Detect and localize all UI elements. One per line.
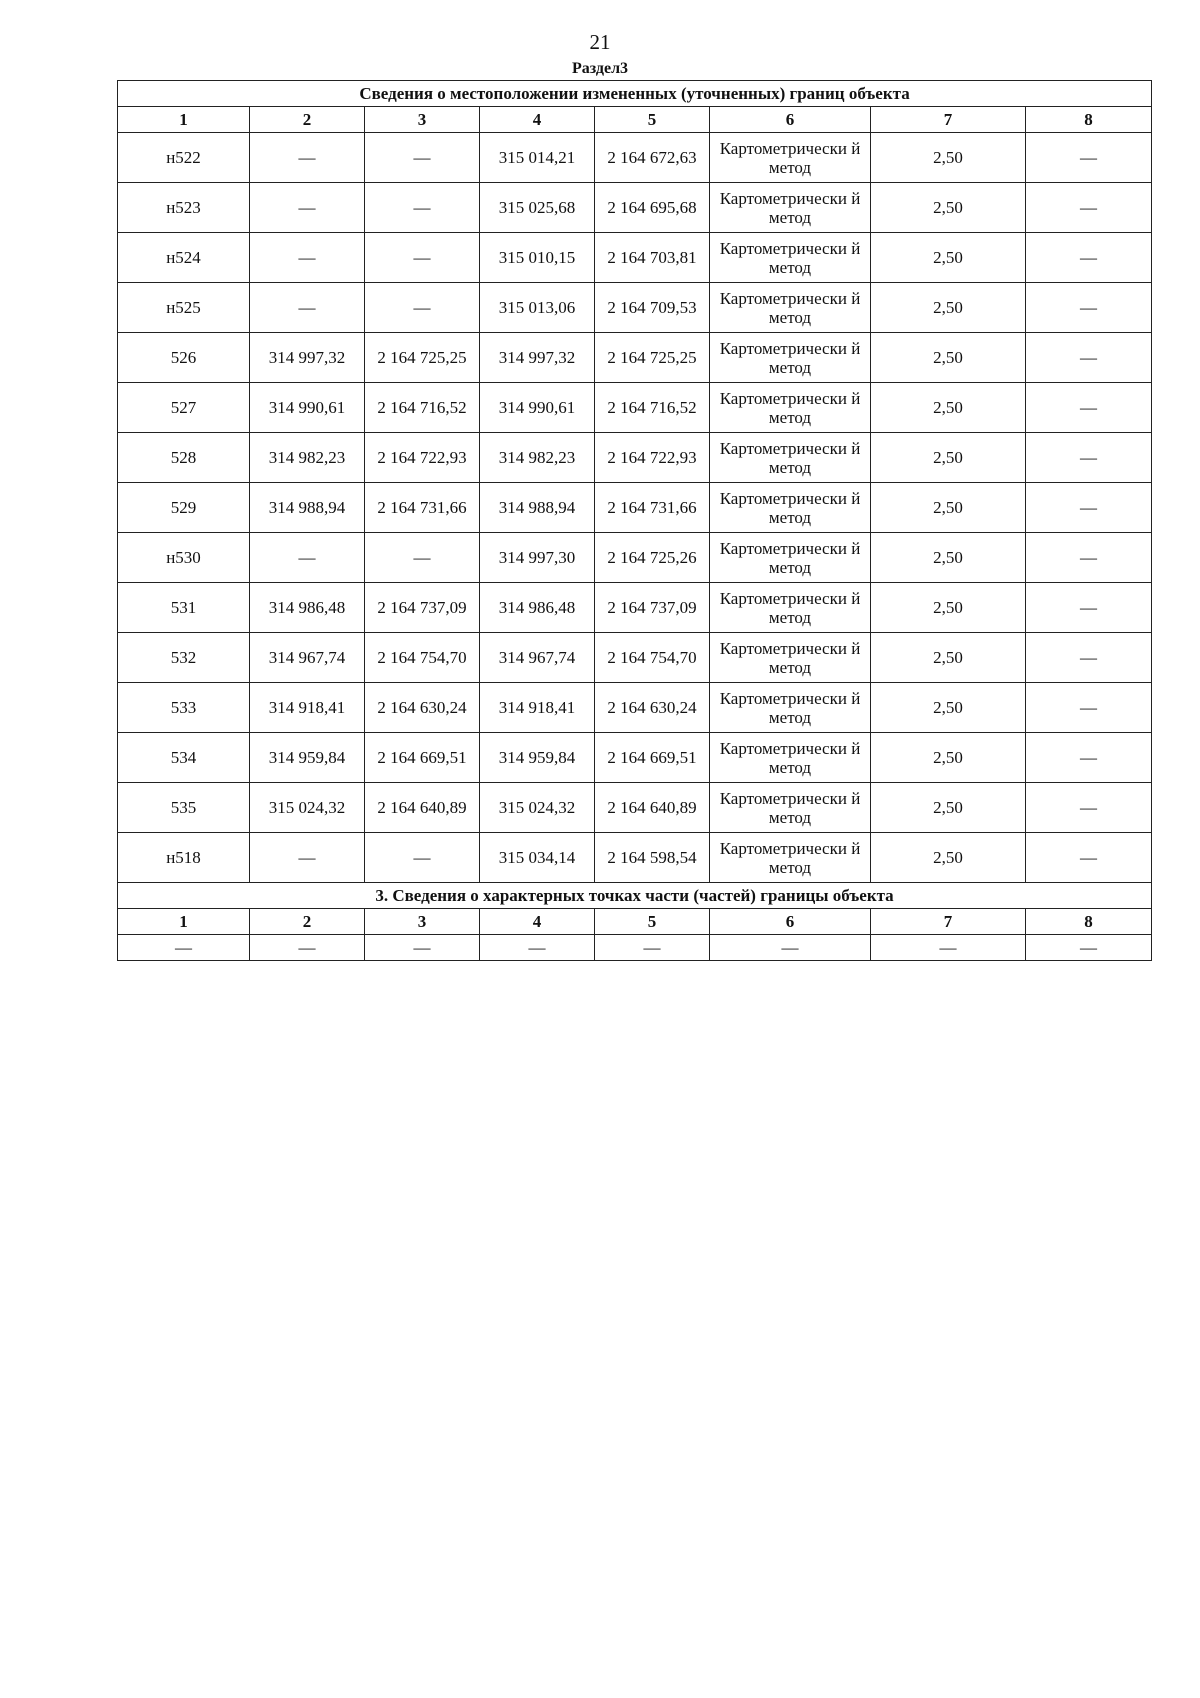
y-old-cell: — [365,533,480,583]
accuracy-cell: 2,50 [871,333,1026,383]
method-cell: Картометрически й метод [710,783,871,833]
column-number-cell: 5 [595,909,710,935]
description-cell: — [1026,583,1152,633]
y-new-cell: 2 164 716,52 [595,383,710,433]
empty-dash-cell: — [118,935,250,961]
column-number-cell: 8 [1026,909,1152,935]
x-old-cell: 314 986,48 [250,583,365,633]
method-cell: Картометрически й метод [710,133,871,183]
y-new-cell: 2 164 695,68 [595,183,710,233]
point-id-cell: н525 [118,283,250,333]
y-old-cell: 2 164 725,25 [365,333,480,383]
parts-empty-row [118,935,1152,961]
y-old-cell: — [365,133,480,183]
method-cell: Картометрически й метод [710,833,871,883]
table-row [118,483,1152,533]
table-row [118,233,1152,283]
empty-dash-cell: — [1026,935,1152,961]
point-id-cell: 535 [118,783,250,833]
table-row [118,733,1152,783]
column-number-cell: 5 [595,107,710,133]
description-cell: — [1026,383,1152,433]
point-id-cell: 531 [118,583,250,633]
x-new-cell: 314 959,84 [480,733,595,783]
empty-dash-cell: — [595,935,710,961]
column-number-cell: 1 [118,107,250,133]
coordinates-table [117,80,1152,961]
y-old-cell: 2 164 669,51 [365,733,480,783]
y-new-cell: 2 164 731,66 [595,483,710,533]
table-title-parts-row [118,883,1152,909]
column-number-cell: 4 [480,107,595,133]
x-old-cell: — [250,533,365,583]
y-old-cell: 2 164 630,24 [365,683,480,733]
column-number-cell: 8 [1026,107,1152,133]
x-new-cell: 315 034,14 [480,833,595,883]
accuracy-cell: 2,50 [871,683,1026,733]
accuracy-cell: 2,50 [871,133,1026,183]
y-new-cell: 2 164 709,53 [595,283,710,333]
point-id-cell: 528 [118,433,250,483]
method-cell: Картометрически й метод [710,583,871,633]
y-old-cell: 2 164 731,66 [365,483,480,533]
description-cell: — [1026,333,1152,383]
method-cell: Картометрически й метод [710,283,871,333]
table-row [118,183,1152,233]
column-number-cell: 7 [871,107,1026,133]
y-new-cell: 2 164 737,09 [595,583,710,633]
method-cell: Картометрически й метод [710,733,871,783]
accuracy-cell: 2,50 [871,483,1026,533]
empty-dash-cell: — [871,935,1026,961]
x-old-cell: 314 997,32 [250,333,365,383]
method-cell: Картометрически й метод [710,433,871,483]
y-old-cell: — [365,233,480,283]
column-number-cell: 1 [118,909,250,935]
accuracy-cell: 2,50 [871,383,1026,433]
y-new-cell: 2 164 725,25 [595,333,710,383]
x-new-cell: 314 997,30 [480,533,595,583]
table-row [118,133,1152,183]
x-new-cell: 315 025,68 [480,183,595,233]
x-old-cell: 314 988,94 [250,483,365,533]
accuracy-cell: 2,50 [871,533,1026,583]
method-cell: Картометрически й метод [710,483,871,533]
method-cell: Картометрически й метод [710,683,871,733]
description-cell: — [1026,683,1152,733]
x-new-cell: 315 010,15 [480,233,595,283]
accuracy-cell: 2,50 [871,733,1026,783]
x-new-cell: 314 997,32 [480,333,595,383]
accuracy-cell: 2,50 [871,633,1026,683]
point-id-cell: 527 [118,383,250,433]
accuracy-cell: 2,50 [871,833,1026,883]
y-new-cell: 2 164 598,54 [595,833,710,883]
x-new-cell: 315 013,06 [480,283,595,333]
x-new-cell: 314 988,94 [480,483,595,533]
x-new-cell: 314 918,41 [480,683,595,733]
x-old-cell: — [250,833,365,883]
description-cell: — [1026,533,1152,583]
accuracy-cell: 2,50 [871,283,1026,333]
y-new-cell: 2 164 669,51 [595,733,710,783]
method-cell: Картометрически й метод [710,183,871,233]
description-cell: — [1026,183,1152,233]
column-number-cell: 3 [365,107,480,133]
description-cell: — [1026,483,1152,533]
y-old-cell: — [365,833,480,883]
accuracy-cell: 2,50 [871,583,1026,633]
method-cell: Картометрически й метод [710,383,871,433]
page-number: 21 [589,30,611,54]
column-number-cell: 6 [710,107,871,133]
method-cell: Картометрически й метод [710,333,871,383]
point-id-cell: н522 [118,133,250,183]
x-old-cell: — [250,233,365,283]
column-number-cell: 2 [250,107,365,133]
y-old-cell: 2 164 737,09 [365,583,480,633]
x-old-cell: 314 990,61 [250,383,365,433]
accuracy-cell: 2,50 [871,433,1026,483]
description-cell: — [1026,633,1152,683]
table-row [118,783,1152,833]
y-old-cell: 2 164 754,70 [365,633,480,683]
parts-column-number-row [118,909,1152,935]
empty-dash-cell: — [250,935,365,961]
y-old-cell: — [365,283,480,333]
point-id-cell: н530 [118,533,250,583]
column-number-row [118,107,1152,133]
table-row [118,533,1152,583]
x-old-cell: 314 982,23 [250,433,365,483]
x-new-cell: 314 990,61 [480,383,595,433]
x-old-cell: — [250,283,365,333]
x-new-cell: 315 014,21 [480,133,595,183]
point-id-cell: 534 [118,733,250,783]
y-old-cell: — [365,183,480,233]
description-cell: — [1026,433,1152,483]
y-new-cell: 2 164 640,89 [595,783,710,833]
empty-dash-cell: — [365,935,480,961]
y-old-cell: 2 164 640,89 [365,783,480,833]
table-title-changed-row [118,81,1152,107]
method-cell: Картометрически й метод [710,233,871,283]
point-id-cell: н518 [118,833,250,883]
point-id-cell: н524 [118,233,250,283]
table-row [118,283,1152,333]
table-row [118,583,1152,633]
x-old-cell: 314 967,74 [250,633,365,683]
accuracy-cell: 2,50 [871,783,1026,833]
description-cell: — [1026,733,1152,783]
y-new-cell: 2 164 703,81 [595,233,710,283]
x-old-cell: — [250,133,365,183]
section-label: Раздел3 [571,60,629,77]
table-row [118,833,1152,883]
x-old-cell: 314 918,41 [250,683,365,733]
table-row [118,683,1152,733]
point-id-cell: н523 [118,183,250,233]
table-title-changed: Сведения о местоположении измененных (уточненных) границ объекта [118,81,1152,107]
x-old-cell: 314 959,84 [250,733,365,783]
x-new-cell: 314 982,23 [480,433,595,483]
column-number-cell: 3 [365,909,480,935]
x-new-cell: 315 024,32 [480,783,595,833]
method-cell: Картометрически й метод [710,533,871,583]
y-new-cell: 2 164 754,70 [595,633,710,683]
x-new-cell: 314 967,74 [480,633,595,683]
x-old-cell: — [250,183,365,233]
y-new-cell: 2 164 672,63 [595,133,710,183]
y-new-cell: 2 164 630,24 [595,683,710,733]
description-cell: — [1026,283,1152,333]
description-cell: — [1026,833,1152,883]
accuracy-cell: 2,50 [871,183,1026,233]
table-row [118,633,1152,683]
y-new-cell: 2 164 722,93 [595,433,710,483]
point-id-cell: 533 [118,683,250,733]
column-number-cell: 4 [480,909,595,935]
method-cell: Картометрически й метод [710,633,871,683]
description-cell: — [1026,233,1152,283]
description-cell: — [1026,133,1152,183]
table-row [118,383,1152,433]
point-id-cell: 532 [118,633,250,683]
table-row [118,433,1152,483]
column-number-cell: 7 [871,909,1026,935]
y-old-cell: 2 164 722,93 [365,433,480,483]
table-title-parts: 3. Сведения о характерных точках части (частей) границы объекта [118,883,1152,909]
y-old-cell: 2 164 716,52 [365,383,480,433]
column-number-cell: 2 [250,909,365,935]
y-new-cell: 2 164 725,26 [595,533,710,583]
accuracy-cell: 2,50 [871,233,1026,283]
empty-dash-cell: — [710,935,871,961]
empty-dash-cell: — [480,935,595,961]
description-cell: — [1026,783,1152,833]
point-id-cell: 529 [118,483,250,533]
point-id-cell: 526 [118,333,250,383]
x-old-cell: 315 024,32 [250,783,365,833]
column-number-cell: 6 [710,909,871,935]
table-row [118,333,1152,383]
x-new-cell: 314 986,48 [480,583,595,633]
